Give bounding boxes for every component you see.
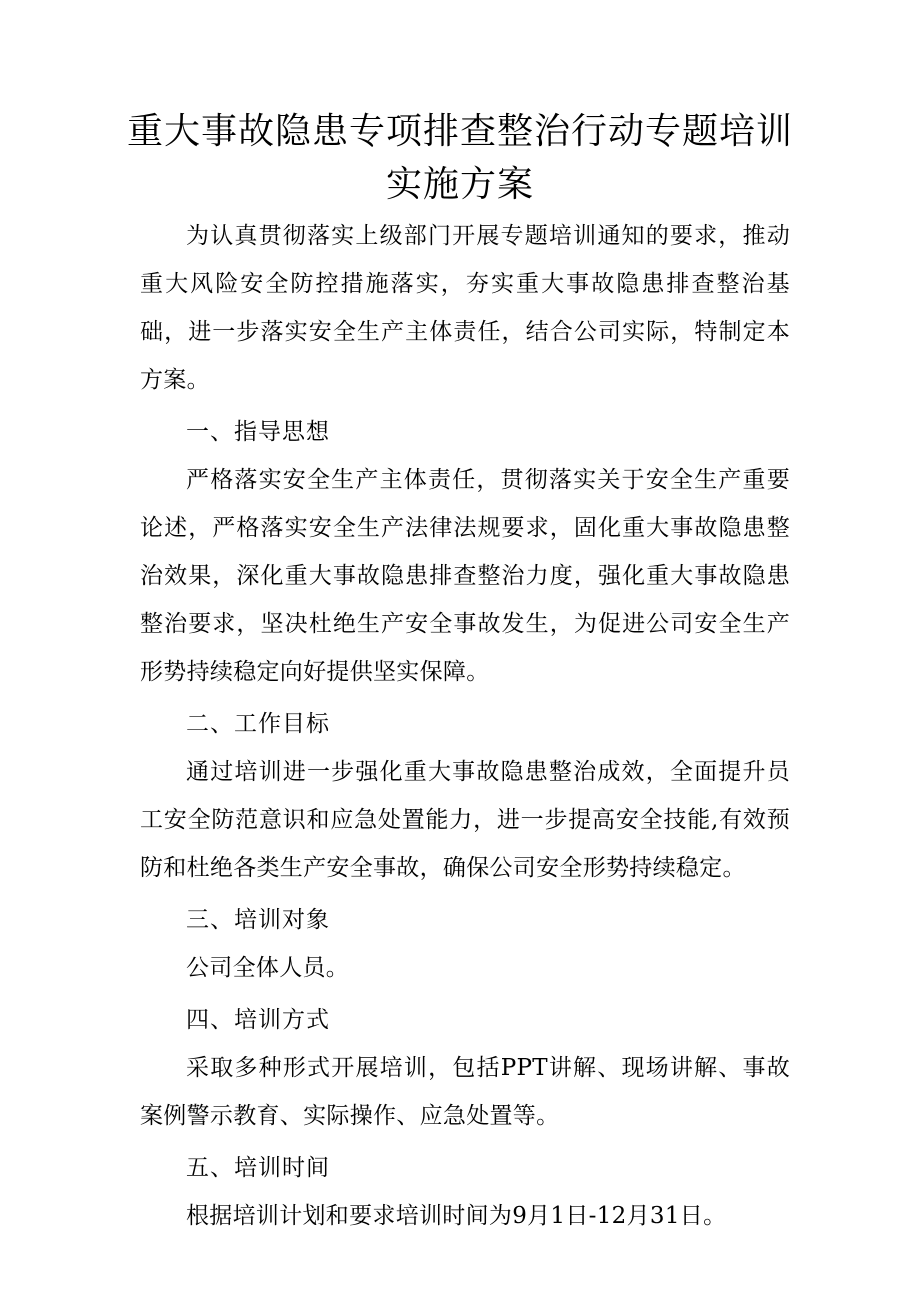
intro-paragraph: 为认真贯彻落实上级部门开展专题培训通知的要求，推动重大风险安全防控措施落实，夯实重大事故隐患排查整治基础，进一步落实安全生产主体责任，结合公司实际，特制定本方案。 bbox=[140, 223, 790, 393]
section-heading-training-time: 五、培训时间 bbox=[186, 1155, 330, 1181]
section-heading-guiding-ideology: 一、指导思想 bbox=[186, 419, 330, 445]
section-text-work-goals: 通过培训进一步强化重大事故隐患整治成效，全面提升员工安全防范意识和应急处置能力，进一步提高安全技能,有效预防和杜绝各类生产安全事故，确保公司安全形势持续稳定。 bbox=[140, 759, 790, 881]
document-body bbox=[140, 212, 790, 1240]
section-heading-work-goals: 二、工作目标 bbox=[186, 711, 330, 737]
document-title-line-2: 实施方案 bbox=[385, 164, 534, 205]
document-title-line-1: 重大事故隐患专项排查整治行动专题培训 bbox=[126, 111, 793, 152]
section-text-guiding-ideology: 严格落实安全生产主体责任，贯彻落实关于安全生产重要论述，严格落实安全生产法律法规要求，固化重大事故隐患整治效果，深化重大事故隐患排查整治力度，强化重大事故隐患整治要求，坚决杜绝生产安全事故发生，为促进公司安全生产形势持续稳定向好提供坚实保障。 bbox=[140, 467, 790, 685]
section-text-training-time: 根据培训计划和要求培训时间为9月1日-12月31日。 bbox=[186, 1203, 727, 1229]
section-heading-training-methods: 四、培训方式 bbox=[186, 1007, 330, 1033]
section-heading-training-audience: 三、培训对象 bbox=[186, 907, 330, 933]
section-text-training-methods: 采取多种形式开展培训，包括PPT讲解、现场讲解、事故案例警示教育、实际操作、应急处置等。 bbox=[140, 1055, 790, 1129]
section-text-training-audience: 公司全体人员。 bbox=[186, 955, 350, 981]
